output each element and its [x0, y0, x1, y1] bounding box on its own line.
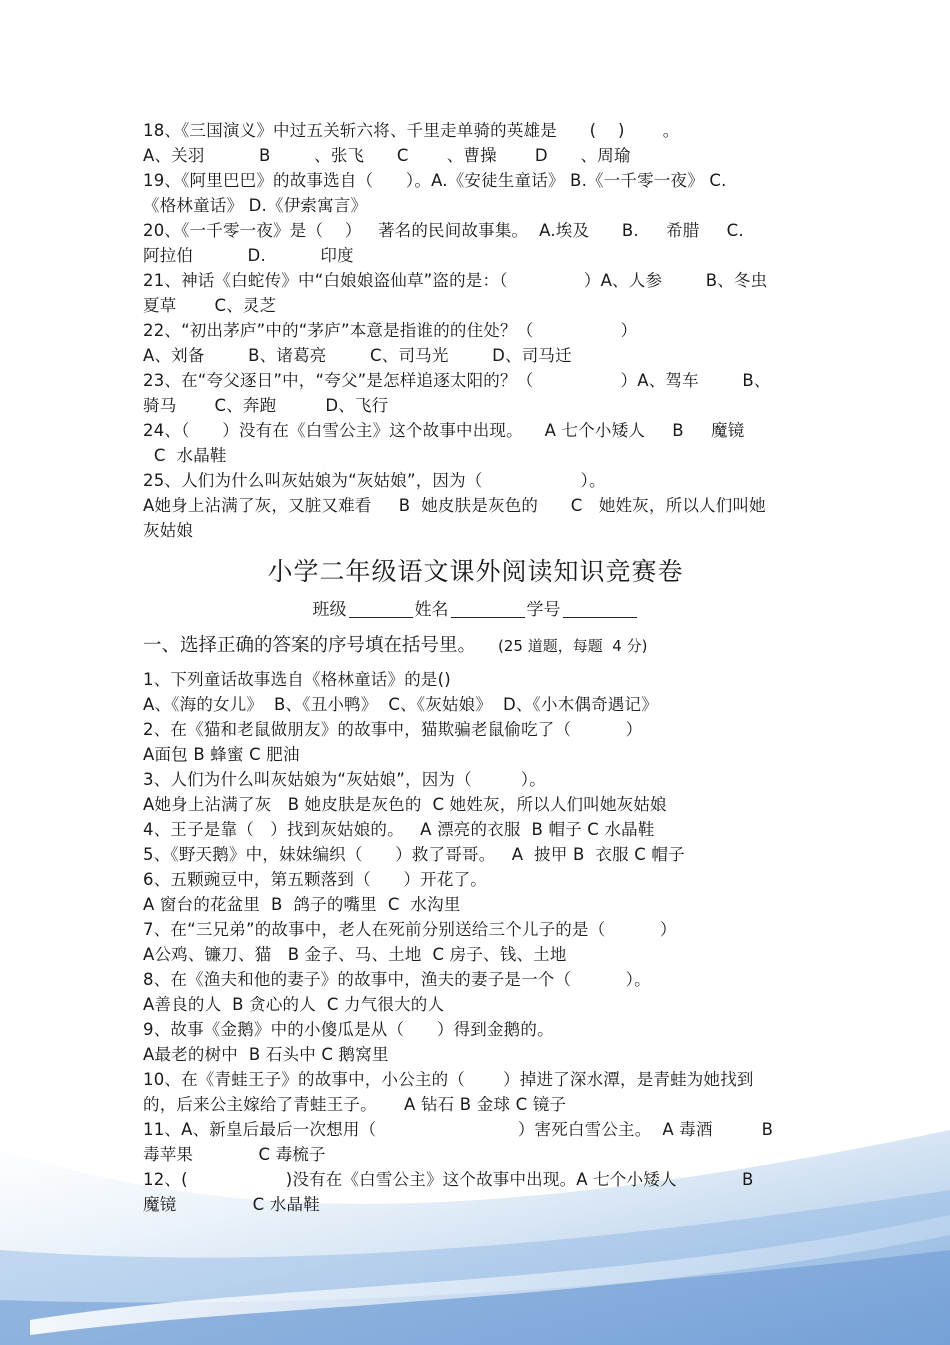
question-line: A 窗台的花盆里 B 鸽子的嘴里 C 水沟里 — [143, 895, 461, 914]
question-line: 4、王子是靠（ ）找到灰姑娘的。 A 漂亮的衣服 B 帽子 C 水晶鞋 — [143, 820, 655, 839]
section-heading — [143, 631, 808, 661]
question-line: A、刘备 B、诸葛亮 C、司马光 D、司马迁 — [143, 346, 572, 365]
question-line: 灰姑娘 — [143, 521, 194, 540]
question-line: 1、下列童话故事选自《格林童话》的是() — [143, 670, 451, 689]
question-line: 12、( )没有在《白雪公主》这个故事中出现。A 七个小矮人 B — [143, 1170, 754, 1189]
question-line: 8、在《渔夫和他的妻子》的故事中，渔夫的妻子是一个（ ）。 — [143, 970, 651, 989]
question-line: 阿拉伯 D. 印度 — [143, 246, 354, 265]
question-line: 7、在“三兄弟”的故事中，老人在死前分别送给三个儿子的是（ ） — [143, 920, 677, 939]
question-line: A、《海的女儿》 B、《丑小鸭》 C、《灰姑娘》 D、《小木偶奇遇记》 — [143, 695, 658, 714]
question-line: 3、人们为什么叫灰姑娘为“灰姑娘”，因为（ ）。 — [143, 770, 546, 789]
question-line: 24、（ ）没有在《白雪公主》这个故事中出现。 A 七个小矮人 B 魔镜 — [143, 421, 745, 440]
question-line: 10、在《青蛙王子》的故事中，小公主的（ ）掉进了深水潭，是青蛙为她找到 — [143, 1070, 754, 1089]
section-heading-text: 一、选择正确的答案的序号填在括号里。 — [143, 635, 477, 656]
student-id-blank — [563, 599, 637, 618]
question-line: 25、人们为什么叫灰姑娘为“灰姑娘”，因为（ ）。 — [143, 471, 606, 490]
question-line: 23、在“夸父逐日”中，“夸父”是怎样追逐太阳的？（ ）A、驾车 B、 — [143, 371, 771, 390]
question-line: 18、《三国演义》中过五关斩六将、千里走单骑的英雄是 ( ) 。 — [143, 121, 680, 140]
question-line: C 水晶鞋 — [143, 446, 227, 465]
question-line: 11、A、新皇后最后一次想用（ ）害死白雪公主。 A 毒酒 B — [143, 1120, 774, 1139]
question-line: A公鸡、镰刀、猫 B 金子、马、土地 C 房子、钱、土地 — [143, 945, 567, 964]
question-line: 20、《一千零一夜》是（ ） 著名的民间故事集。 A.埃及 B. 希腊 C. — [143, 221, 744, 240]
question-line: 6、五颗豌豆中，第五颗落到（ ）开花了。 — [143, 870, 487, 889]
question-line: 毒苹果 C 毒梳子 — [143, 1145, 326, 1164]
question-line: 骑马 C、奔跑 D、飞行 — [143, 396, 389, 415]
name-blank — [451, 599, 525, 618]
question-line: 魔镜 C 水晶鞋 — [143, 1195, 320, 1214]
question-line: 夏草 C、灵芝 — [143, 296, 277, 315]
class-blank — [349, 599, 413, 618]
document-content — [143, 118, 808, 1217]
question-line: A她身上沾满了灰 B 她皮肤是灰色的 C 她姓灰，所以人们叫她灰姑娘 — [143, 795, 667, 814]
question-line: 《格林童话》 D.《伊索寓言》 — [143, 196, 368, 215]
question-line: 的，后来公主嫁给了青蛙王子。 A 钻石 B 金球 C 镜子 — [143, 1095, 567, 1114]
class-label: 班级 — [312, 600, 347, 620]
question-line: 2、在《猫和老鼠做朋友》的故事中，猫欺骗老鼠偷吃了（ ） — [143, 720, 643, 739]
question-line: A善良的人 B 贪心的人 C 力气很大的人 — [143, 995, 445, 1014]
question-list — [143, 667, 808, 1217]
student-info-line — [143, 597, 808, 623]
previous-page-questions — [143, 118, 808, 543]
question-line: 19、《阿里巴巴》的故事选自（ ）。A.《安徒生童话》 B.《一千零一夜》 C. — [143, 171, 727, 190]
question-line: A最老的树中 B 石头中 C 鹅窝里 — [143, 1045, 389, 1064]
question-line: A她身上沾满了灰，又脏又难看 B 她皮肤是灰色的 C 她姓灰，所以人们叫她 — [143, 496, 766, 515]
question-line: A面包 B 蜂蜜 C 肥油 — [143, 745, 300, 764]
question-line: 9、故事《金鹅》中的小傻瓜是从（ ）得到金鹅的。 — [143, 1020, 554, 1039]
question-line: 5、《野天鹅》中，妹妹编织（ ）救了哥哥。 A 披甲 B 衣服 C 帽子 — [143, 845, 685, 864]
question-line: A、关羽 B 、张飞 C 、曹操 D 、周瑜 — [143, 146, 631, 165]
name-label: 姓名 — [414, 600, 449, 620]
page-title: 小学二年级语文课外阅读知识竞赛卷 — [267, 557, 684, 586]
student-id-label: 学号 — [526, 600, 561, 620]
question-line: 21、神话《白蛇传》中“白娘娘盗仙草”盗的是：（ ）A、人参 B、冬虫 — [143, 271, 768, 290]
question-line: 22、“初出茅庐”中的“茅庐”本意是指谁的的住处？（ ） — [143, 321, 638, 340]
section-score-note: (25 道题，每题 4 分) — [498, 637, 648, 655]
